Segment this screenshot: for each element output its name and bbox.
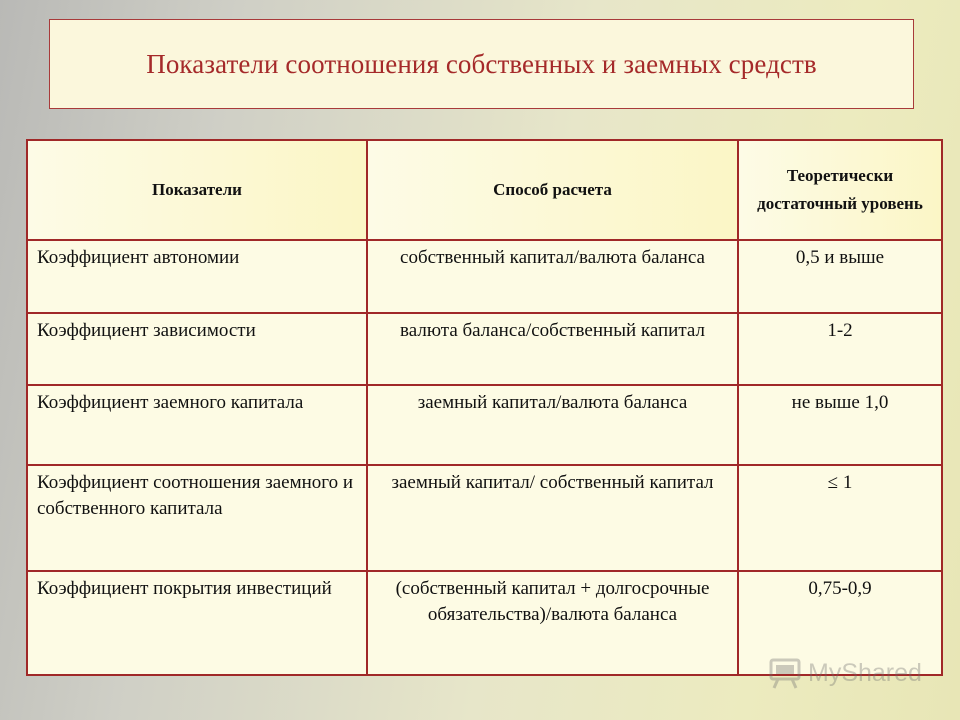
indicator-name: Коэффициент покрытия инвестиций [27,571,367,675]
table-header-row [27,140,942,240]
watermark [768,655,922,691]
indicator-name: Коэффициент зависимости [27,313,367,385]
calculation-formula: заемный капитал/ собственный капитал [367,465,738,571]
presentation-board-icon [768,656,802,690]
header-calculation-method: Способ расчета [367,140,738,240]
table-row [27,465,942,571]
slide-title: Показатели соотношения собственных и заемных средств [146,48,817,79]
header-indicators: Показатели [27,140,367,240]
table-row [27,240,942,313]
sufficient-level: ≤ 1 [738,465,942,571]
sufficient-level: 0,5 и выше [738,240,942,313]
header-sufficient-level: Теоретически достаточный уровень [738,140,942,240]
indicator-name: Коэффициент заемного капитала [27,385,367,465]
table-row [27,385,942,465]
calculation-formula: собственный капитал/валюта баланса [367,240,738,313]
sufficient-level: не выше 1,0 [738,385,942,465]
ratios-table [26,139,943,676]
sufficient-level: 1-2 [738,313,942,385]
sufficient-level: 0,75-0,9 [738,571,942,675]
table-row [27,313,942,385]
indicator-name: Коэффициент соотношения заемного и собственного капитала [27,465,367,571]
calculation-formula: валюта баланса/собственный капитал [367,313,738,385]
watermark-text: MyShared [808,658,922,687]
title-box [49,19,914,109]
calculation-formula: (собственный капитал + долгосрочные обязательства)/валюта баланса [367,571,738,675]
indicator-name: Коэффициент автономии [27,240,367,313]
calculation-formula: заемный капитал/валюта баланса [367,385,738,465]
